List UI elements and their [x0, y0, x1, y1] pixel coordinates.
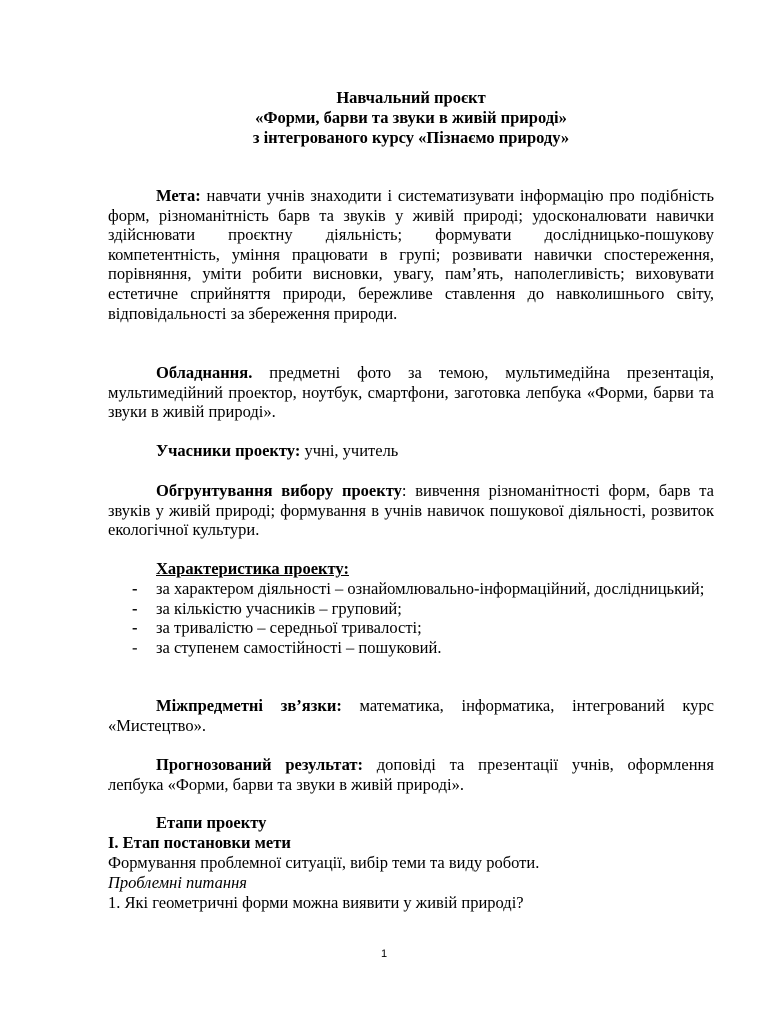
- equipment-label: Обладнання.: [156, 363, 253, 382]
- goal-text: навчати учнів знаходити і систематизувати інформацію про подібність форм, різноманітність барв та звуків у живій природі; удосконалювати навички здійснювати проєктну діяльність; формувати дослідницько-пошукову компетентність, уміння працювати в групі; розвивати навички спостереження, порівняння, уміти робити висновки, увагу, пам’ять, наполегливість; виховувати естетичне сприйняття природи, бережливе ставлення до навколишнього світу, відповідальності за збереження природи.: [108, 186, 714, 323]
- stage-1-heading: І. Етап постановки мети: [108, 833, 291, 852]
- characteristics-list: [108, 579, 714, 657]
- goal-paragraph: [108, 186, 714, 323]
- title-line-2: «Форми, барви та звуки в живій природі»: [255, 108, 567, 127]
- links-label: Міжпредметні зв’язки:: [156, 696, 342, 715]
- bullet-dash: -: [132, 598, 138, 618]
- links-text: математика, інформатика, інтегрований курс «Мистецтво».: [108, 696, 714, 735]
- list-item: [108, 638, 714, 658]
- rationale-label: Обгрунтування вибору проекту: [156, 481, 402, 500]
- rationale-paragraph: [108, 481, 714, 540]
- equipment-text: предметні фото за темою, мультимедійна презентація, мультимедійний проектор, ноутбук, смартфони, заготовка лепбука «Форми, барви та звуки в живій природі».: [108, 363, 714, 422]
- bullet-dash: -: [132, 618, 138, 638]
- result-paragraph: [108, 755, 714, 794]
- stage-1-description: Формування проблемної ситуації, вибір теми та виду роботи.: [108, 853, 540, 872]
- result-label: Прогнозований результат:: [156, 755, 364, 774]
- characteristics-label: Характеристика проекту:: [156, 559, 349, 578]
- list-item: [108, 618, 714, 638]
- title-line-1: Навчальний проєкт: [336, 88, 486, 107]
- links-paragraph: [108, 696, 714, 735]
- characteristics-heading: [108, 559, 714, 579]
- page-number: 1: [380, 948, 388, 960]
- problem-questions-subtitle: Проблемні питання: [108, 873, 247, 892]
- list-item: [108, 599, 714, 619]
- result-text: доповіді та презентації учнів, оформлення лепбука «Форми, барви та звуки в живій природі».: [108, 755, 714, 794]
- list-item-text: за тривалістю – середньої тривалості;: [156, 618, 422, 638]
- list-item-text: за ступенем самостійності – пошуковий.: [156, 637, 442, 657]
- equipment-paragraph: [108, 363, 714, 422]
- list-item: [108, 579, 714, 599]
- list-item-text: за характером діяльності – ознайомлювально-інформаційний, дослідницький;: [156, 579, 705, 598]
- bullet-dash: -: [132, 579, 138, 598]
- participants-label: Учасники проекту:: [156, 441, 301, 460]
- list-item-text: за кількістю учасників – груповий;: [156, 598, 402, 618]
- title-line-3: з інтегрованого курсу «Пізнаємо природу»: [252, 128, 570, 147]
- stages-title: Етапи проекту: [156, 813, 267, 832]
- goal-label: Мета:: [156, 186, 201, 205]
- document-title: [108, 88, 714, 148]
- rationale-text: : вивчення різноманітності форм, барв та звуків у живій природі; формування в учнів навичок пошукової діяльності, розвиток екологічної культури.: [108, 481, 714, 540]
- participants-paragraph: [108, 441, 714, 461]
- bullet-dash: -: [132, 637, 138, 657]
- participants-text: учні, учитель: [300, 441, 399, 460]
- question-1: 1. Які геометричні форми можна виявити у живій природі?: [108, 893, 524, 912]
